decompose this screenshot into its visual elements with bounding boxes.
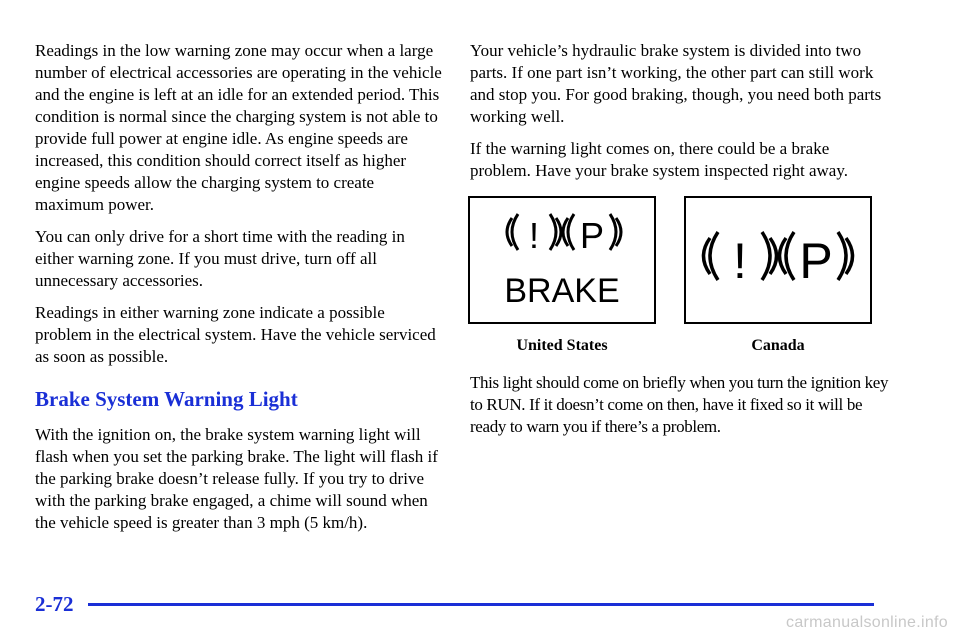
paragraph-light-on-briefly: This light should come on briefly when you turn the ignition key to RUN. If it doesn’t come on then, have it fixed so it will be ready to warn you if there’s a problem.: [470, 373, 889, 436]
section-heading-brake-warning: Brake System Warning Light: [35, 387, 298, 411]
p-glyph: P: [799, 233, 833, 289]
page-number: 2-72: [35, 592, 74, 616]
left-column: [35, 40, 445, 544]
exclamation-glyph: !: [528, 215, 540, 256]
paragraph-hydraulic-system: Your vehicle’s hydraulic brake system is divided into two parts. If one part isn’t working, the other part can still work and stop you. For good braking, though, you need both parts working well.: [470, 41, 882, 126]
canada-brake-light-panel: [684, 196, 872, 324]
footer-rule: [88, 603, 874, 606]
paragraph-low-warning-zone: Readings in the low warning zone may occur when a large number of electrical accessories are operating in the vehicle and the engine is left at an idle for an extended period. This condition is normal since the charging system is not able to provide full power at engine idle. As engine speeds are increased, this condition should correct itself as higher engine speeds allow the charging system to create maximum power.: [35, 41, 442, 214]
us-brake-symbol-icon: [470, 198, 654, 322]
canada-brake-symbol-icon: [686, 198, 870, 322]
brake-word: BRAKE: [504, 272, 620, 310]
paragraph-ignition-on: With the ignition on, the brake system warning light will flash when you set the parking brake. The light will flash if the parking brake doesn’t release fully. If you try to drive with the parking brake engaged, a chime will sound when the vehicle speed is greater than 3 mph (5 km/h).: [35, 425, 438, 532]
caption-united-states: United States: [516, 337, 608, 354]
paragraph-electrical-problem: Readings in either warning zone indicate a possible problem in the electrical system. Have the vehicle serviced as soon as possible.: [35, 303, 436, 366]
right-column-lower: [470, 372, 890, 448]
left-paren-outer-icon: [512, 214, 518, 250]
watermark: carmanualsonline.info: [786, 614, 948, 631]
us-brake-light-panel: [468, 196, 656, 324]
brake-light-figure: [468, 196, 888, 356]
paragraph-warning-light-on: If the warning light comes on, there could be a brake problem. Have your brake system inspected right away.: [470, 139, 848, 180]
exclamation-glyph: !: [733, 233, 747, 289]
caption-canada: Canada: [751, 337, 805, 354]
p-glyph: P: [579, 215, 605, 256]
paragraph-short-time: You can only drive for a short time with the reading in either warning zone. If you must drive, turn off all unnecessary accessories.: [35, 227, 405, 290]
right-column: [470, 40, 890, 192]
